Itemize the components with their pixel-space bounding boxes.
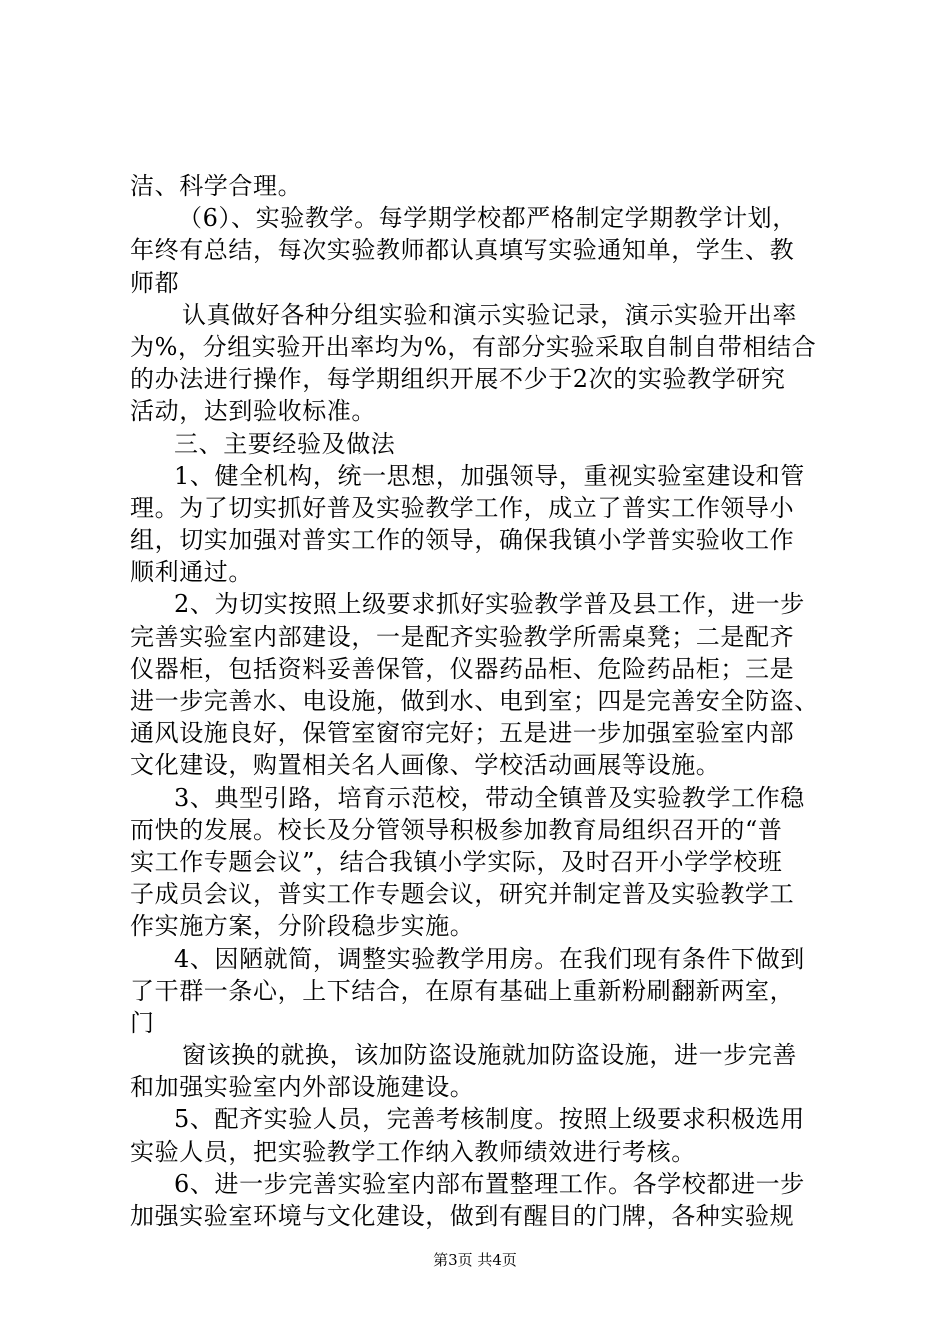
- text-line: 年终有总结，每次实验教师都认真填写实验通知单，学生、教: [130, 236, 795, 265]
- text-line: 文化建设，购置相关名人画像、学校活动画展等设施。: [130, 751, 721, 780]
- text-line: 子成员会议，普实工作专题会议，研究并制定普及实验教学工: [130, 880, 795, 909]
- text-line: 3、典型引路，培育示范校，带动全镇普及实验教学工作稳: [174, 783, 805, 812]
- text-line: 4、因陋就简，调整实验教学用房。在我们现有条件下做到: [174, 944, 805, 973]
- text-line: 组，切实加强对普实工作的领导，确保我镇小学普实验收工作: [130, 526, 795, 555]
- text-line: 认真做好各种分组实验和演示实验记录，演示实验开出率: [182, 300, 797, 329]
- text-line: （6）、实验教学。每学期学校都严格制定学期教学计划，: [178, 204, 797, 233]
- text-line: 师都: [130, 268, 180, 297]
- text-line: 理。为了切实抓好普及实验教学工作，成立了普实工作领导小: [130, 493, 795, 522]
- text-line: 为%，分组实验开出率均为%，有部分实验采取自制自带相结合: [130, 332, 817, 361]
- text-line: 而快的发展。校长及分管领导积极参加教育局组织召开的“普: [130, 815, 783, 844]
- text-line: 5、配齐实验人员，完善考核制度。按照上级要求积极选用: [174, 1105, 805, 1134]
- text-line: 1、健全机构，统一思想，加强领导，重视实验室建设和管: [174, 461, 805, 490]
- text-line: 顺利通过。: [130, 558, 253, 587]
- document-body: [130, 170, 850, 1232]
- text-line: 作实施方案，分阶段稳步实施。: [130, 912, 475, 941]
- page-number-footer: 第3页 共4页: [433, 1251, 517, 1269]
- text-line: 仪器柜，包括资料妥善保管，仪器药品柜、危险药品柜；三是: [130, 654, 795, 683]
- text-line: 窗该换的就换，该加防盗设施就加防盗设施，进一步完善: [182, 1041, 797, 1070]
- text-line: 活动，达到验收标准。: [130, 397, 376, 426]
- text-line: 洁、科学合理。: [130, 172, 303, 200]
- text-line: 门: [130, 1008, 155, 1037]
- text-line: 的办法进行操作，每学期组织开展不少于2次的实验教学研究: [130, 365, 786, 394]
- text-line: 进一步完善水、电设施，做到水、电到室；四是完善安全防盗、: [130, 687, 819, 715]
- text-line: 和加强实验室内外部设施建设。: [130, 1073, 475, 1102]
- text-line: 2、为切实按照上级要求抓好实验教学普及县工作，进一步: [174, 590, 805, 619]
- text-line: 了干群一条心，上下结合，在原有基础上重新粉刷翻新两室，: [130, 976, 795, 1005]
- text-line: 加强实验室环境与文化建设，做到有醒目的门牌，各种实验规: [130, 1202, 795, 1230]
- text-line: 通风设施良好，保管室窗帘完好；五是进一步加强室验室内部: [130, 719, 795, 748]
- section-heading: 三、主要经验及做法: [174, 429, 396, 458]
- text-line: 完善实验室内部建设，一是配齐实验教学所需桌凳；二是配齐: [130, 622, 795, 651]
- text-line: 实工作专题会议”，结合我镇小学实际，及时召开小学学校班: [130, 847, 783, 876]
- text-line: 6、进一步完善实验室内部布置整理工作。各学校都进一步: [174, 1169, 805, 1198]
- text-line: 实验人员，把实验教学工作纳入教师绩效进行考核。: [130, 1137, 696, 1166]
